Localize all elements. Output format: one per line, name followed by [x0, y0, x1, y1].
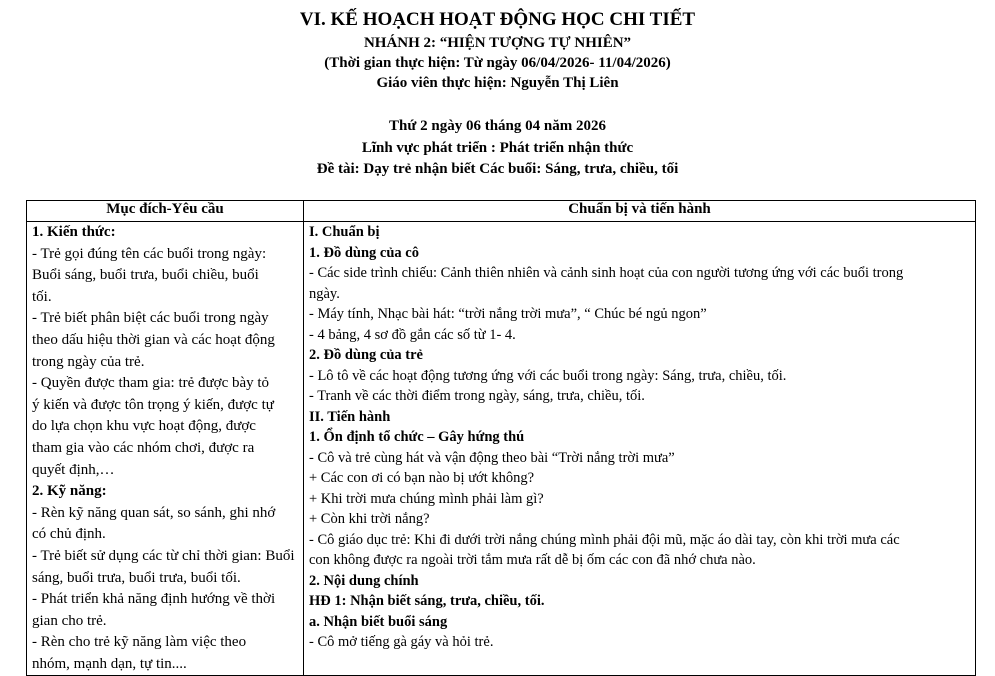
teacher-line: Giáo viên thực hiện: Nguyễn Thị Liên: [376, 75, 619, 91]
section-heading: 2. Nội dung chính: [309, 572, 419, 589]
section-heading: II. Tiến hành: [309, 408, 391, 425]
section-heading: I. Chuẩn bị: [309, 224, 380, 240]
text-line: - Rèn kỹ năng quan sát, so sánh, ghi nhớ: [32, 504, 276, 521]
text-line: - Trẻ biết phân biệt các buổi trong ngày: [32, 310, 269, 327]
section-heading: a. Nhận biết buổi sáng: [309, 613, 448, 630]
text-line: - Cô giáo dục trẻ: Khi đi dưới trời nắng chúng mình phải đội mũ, mặc áo dài tay, còn khi trời mưa các: [309, 531, 900, 548]
text-line: sáng, buổi trưa, buổi trưa, buổi tối.: [32, 569, 241, 586]
section-heading: 1. Kiến thức:: [32, 224, 116, 240]
text-line: - Các side trình chiếu: Cảnh thiên nhiên và cảnh sinh hoạt của con người tương ứng với các buổi trong: [309, 265, 904, 281]
text-line: ngày.: [309, 285, 340, 302]
text-line: có chủ định.: [32, 526, 106, 543]
text-line: quyết định,…: [32, 461, 115, 478]
text-line: - Lô tô về các hoạt động tương ứng với các buổi trong ngày: Sáng, trưa, chiều, tối.: [309, 367, 787, 384]
period-line: (Thời gian thực hiện: Từ ngày 06/04/2026- 11/04/2026): [324, 55, 671, 71]
column-header-objectives: Mục đích-Yêu cầu: [27, 201, 304, 222]
document-title: VI. KẾ HOẠCH HOẠT ĐỘNG HỌC CHI TIẾT: [299, 9, 696, 30]
text-line: tham gia vào các nhóm chơi, được ra: [32, 439, 255, 456]
text-line: - Cô và trẻ cùng hát và vận động theo bài “Trời nắng trời mưa”: [309, 449, 675, 466]
column-header-preparation: Chuẩn bị và tiến hành: [304, 201, 976, 222]
text-line: - Trẻ biết sử dụng các từ chỉ thời gian: Buổi: [32, 547, 295, 564]
text-line: do lựa chọn khu vực hoạt động, được: [32, 418, 256, 435]
section-heading: 2. Kỹ năng:: [32, 483, 107, 500]
text-line: - Quyền được tham gia: trẻ được bày tỏ: [32, 375, 270, 392]
text-line: - Cô mở tiếng gà gáy và hỏi trẻ.: [309, 634, 494, 650]
text-line: nhóm, mạnh dạn, tự tin....: [32, 655, 187, 672]
text-line: - Tranh về các thời điểm trong ngày, sáng, trưa, chiều, tối.: [309, 388, 645, 404]
branch-title: NHÁNH 2: “HIỆN TƯỢNG TỰ NHIÊN”: [363, 35, 632, 51]
section-heading: 2. Đồ dùng của trẻ: [309, 347, 423, 363]
text-line: ý kiến và được tôn trọng ý kiến, được tự: [32, 396, 274, 413]
text-line: Buổi sáng, buổi trưa, buổi chiều, buổi: [32, 267, 259, 284]
text-line: + Các con ơi có bạn nào bị ướt không?: [309, 470, 535, 486]
date-line: Thứ 2 ngày 06 tháng 04 năm 2026: [389, 118, 606, 134]
section-heading: 1. Đồ dùng của cô: [309, 244, 419, 261]
preparation-cell: [304, 222, 976, 676]
objectives-cell: [27, 222, 304, 676]
text-line: - Rèn cho trẻ kỹ năng làm việc theo: [32, 634, 247, 651]
text-line: con không được ra ngoài trời tắm mưa rất dễ bị ốm các con đã nhớ chưa nào.: [309, 552, 756, 568]
text-line: gian cho trẻ.: [32, 612, 107, 629]
field-line: Lĩnh vực phát triển : Phát triển nhận thức: [361, 140, 634, 156]
topic-line: Đề tài: Dạy trẻ nhận biết Các buổi: Sáng, trưa, chiều, tối: [316, 161, 679, 177]
text-line: - Trẻ gọi đúng tên các buổi trong ngày:: [32, 245, 267, 262]
section-heading: 1. Ổn định tổ chức – Gây hứng thú: [309, 429, 525, 445]
text-line: - Máy tính, Nhạc bài hát: “trời nắng trời mưa”, “ Chúc bé ngủ ngon”: [309, 306, 707, 322]
text-line: - 4 bảng, 4 sơ đồ gắn các số từ 1- 4.: [309, 326, 516, 343]
text-line: tối.: [32, 288, 52, 305]
text-line: - Phát triển khả năng định hướng về thời: [32, 591, 276, 608]
section-heading: HĐ 1: Nhận biết sáng, trưa, chiều, tối.: [309, 593, 545, 609]
text-line: + Còn khi trời nắng?: [309, 511, 430, 527]
text-line: trong ngày của trẻ.: [32, 353, 145, 370]
text-line: theo dấu hiệu thời gian và các hoạt động: [32, 331, 275, 348]
lesson-plan-table: [26, 200, 976, 676]
text-line: + Khi trời mưa chúng mình phải làm gì?: [309, 490, 544, 507]
